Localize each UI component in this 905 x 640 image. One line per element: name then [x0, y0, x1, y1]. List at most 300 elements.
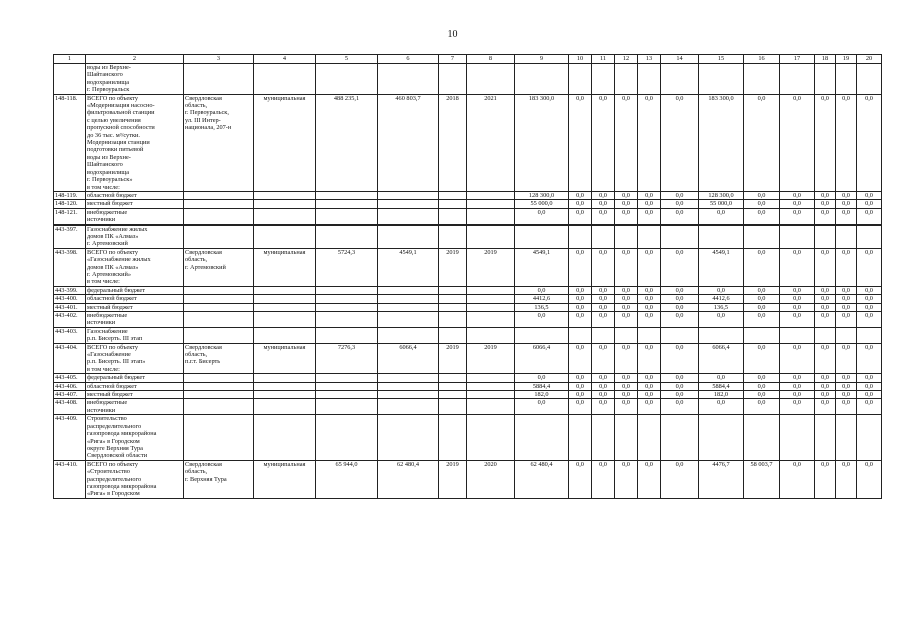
- cell-c20: [857, 225, 882, 249]
- cell-location: Свердловская область, г. Верхняя Тура: [184, 460, 254, 498]
- cell-year-amount: 5884,4: [699, 382, 744, 390]
- cell-start-year: [439, 391, 467, 399]
- cell-c18: 0,0: [815, 286, 836, 294]
- header-cell: 1: [54, 55, 86, 64]
- cell-year-amount: [699, 225, 744, 249]
- cell-c12: [615, 64, 638, 95]
- cell-row-id: 443-403.: [54, 327, 86, 343]
- cell-object-name: внебюджетные источники: [86, 399, 184, 415]
- cell-c11: 0,0: [592, 94, 615, 191]
- cell-remaining-cost: [378, 286, 439, 294]
- table-row: [54, 312, 882, 328]
- cell-ownership: [254, 374, 316, 382]
- cell-ownership: [254, 200, 316, 208]
- cell-ownership: [254, 415, 316, 460]
- cell-row-id: 443-404.: [54, 343, 86, 374]
- table-row: [54, 286, 882, 294]
- cell-c17: 0,0: [780, 312, 815, 328]
- cell-c19: [836, 64, 857, 95]
- cell-c13: [638, 225, 661, 249]
- cell-c16: 0,0: [744, 382, 780, 390]
- cell-row-id: 443-408.: [54, 399, 86, 415]
- cell-c11: 0,0: [592, 295, 615, 303]
- cell-c10: [569, 64, 592, 95]
- cell-c14: 0,0: [661, 303, 699, 311]
- cell-row-id: 443-409.: [54, 415, 86, 460]
- cell-estimated-cost: [316, 374, 378, 382]
- header-cell: 10: [569, 55, 592, 64]
- cell-location: [184, 327, 254, 343]
- cell-location: [184, 312, 254, 328]
- cell-object-name: Газоснабжение р.п. Бисерть. III этап: [86, 327, 184, 343]
- cell-c19: 0,0: [836, 343, 857, 374]
- cell-c16: 0,0: [744, 191, 780, 199]
- cell-row-id: 443-402.: [54, 312, 86, 328]
- cell-c17: 0,0: [780, 391, 815, 399]
- cell-c17: 0,0: [780, 94, 815, 191]
- cell-c16: 0,0: [744, 399, 780, 415]
- cell-location: [184, 374, 254, 382]
- cell-c11: [592, 64, 615, 95]
- cell-c11: 0,0: [592, 312, 615, 328]
- cell-c11: [592, 415, 615, 460]
- cell-ownership: [254, 382, 316, 390]
- cell-c11: 0,0: [592, 374, 615, 382]
- cell-c20: 0,0: [857, 208, 882, 224]
- cell-row-id: 443-398.: [54, 248, 86, 286]
- cell-c17: 0,0: [780, 460, 815, 498]
- cell-end-year: [467, 312, 515, 328]
- cell-c14: 0,0: [661, 312, 699, 328]
- cell-c11: 0,0: [592, 191, 615, 199]
- cell-location: [184, 64, 254, 95]
- cell-location: [184, 382, 254, 390]
- cell-c12: [615, 327, 638, 343]
- cell-c16: 0,0: [744, 303, 780, 311]
- cell-remaining-cost: [378, 225, 439, 249]
- header-cell: 8: [467, 55, 515, 64]
- header-cell: 18: [815, 55, 836, 64]
- cell-ownership: [254, 399, 316, 415]
- cell-row-id: [54, 64, 86, 95]
- cell-total-financing: 0,0: [515, 286, 569, 294]
- cell-c10: 0,0: [569, 374, 592, 382]
- table-row: [54, 248, 882, 286]
- cell-object-name: воды из Верхне- Шайтанского водохранилища г. Первоуральск: [86, 64, 184, 95]
- cell-c20: [857, 415, 882, 460]
- cell-location: Свердловская область, п.г.т. Бисерть: [184, 343, 254, 374]
- cell-c20: 0,0: [857, 94, 882, 191]
- cell-c13: [638, 327, 661, 343]
- cell-c18: 0,0: [815, 200, 836, 208]
- cell-total-financing: 4549,1: [515, 248, 569, 286]
- cell-year-amount: 183 300,0: [699, 94, 744, 191]
- cell-c16: 0,0: [744, 295, 780, 303]
- cell-c14: 0,0: [661, 248, 699, 286]
- header-cell: 2: [86, 55, 184, 64]
- header-cell: 3: [184, 55, 254, 64]
- cell-c13: [638, 415, 661, 460]
- cell-total-financing: 0,0: [515, 399, 569, 415]
- cell-location: [184, 225, 254, 249]
- cell-c20: 0,0: [857, 343, 882, 374]
- header-cell: 6: [378, 55, 439, 64]
- cell-c16: 0,0: [744, 208, 780, 224]
- cell-row-id: 443-399.: [54, 286, 86, 294]
- cell-end-year: [467, 225, 515, 249]
- cell-c10: 0,0: [569, 399, 592, 415]
- cell-c14: 0,0: [661, 391, 699, 399]
- cell-object-name: внебюджетные источники: [86, 312, 184, 328]
- page-number: 10: [447, 29, 458, 40]
- cell-ownership: муниципальная: [254, 343, 316, 374]
- cell-object-name: местный бюджет: [86, 303, 184, 311]
- cell-start-year: [439, 191, 467, 199]
- cell-start-year: [439, 374, 467, 382]
- cell-c16: 0,0: [744, 391, 780, 399]
- cell-end-year: [467, 208, 515, 224]
- cell-c13: 0,0: [638, 374, 661, 382]
- cell-c12: [615, 225, 638, 249]
- cell-remaining-cost: [378, 327, 439, 343]
- cell-c20: [857, 64, 882, 95]
- cell-end-year: [467, 415, 515, 460]
- cell-ownership: [254, 303, 316, 311]
- cell-start-year: [439, 327, 467, 343]
- cell-c12: 0,0: [615, 374, 638, 382]
- cell-c20: 0,0: [857, 191, 882, 199]
- cell-year-amount: [699, 327, 744, 343]
- cell-c11: 0,0: [592, 382, 615, 390]
- cell-c19: 0,0: [836, 391, 857, 399]
- cell-c16: [744, 327, 780, 343]
- cell-c13: 0,0: [638, 391, 661, 399]
- cell-c18: [815, 327, 836, 343]
- cell-c16: [744, 225, 780, 249]
- cell-remaining-cost: [378, 200, 439, 208]
- cell-total-financing: 0,0: [515, 208, 569, 224]
- cell-c18: 0,0: [815, 248, 836, 286]
- cell-estimated-cost: [316, 312, 378, 328]
- cell-start-year: [439, 415, 467, 460]
- cell-c11: 0,0: [592, 286, 615, 294]
- cell-c10: 0,0: [569, 312, 592, 328]
- cell-estimated-cost: [316, 64, 378, 95]
- cell-c16: 0,0: [744, 343, 780, 374]
- cell-end-year: [467, 374, 515, 382]
- cell-total-financing: [515, 327, 569, 343]
- table-row: [54, 64, 882, 95]
- cell-location: [184, 399, 254, 415]
- cell-c11: 0,0: [592, 248, 615, 286]
- cell-c17: [780, 64, 815, 95]
- cell-c10: 0,0: [569, 343, 592, 374]
- cell-ownership: [254, 208, 316, 224]
- cell-row-id: 443-397.: [54, 225, 86, 249]
- cell-c14: 0,0: [661, 94, 699, 191]
- cell-c19: [836, 225, 857, 249]
- cell-c11: 0,0: [592, 343, 615, 374]
- cell-c18: 0,0: [815, 391, 836, 399]
- cell-c17: 0,0: [780, 382, 815, 390]
- cell-total-financing: 0,0: [515, 374, 569, 382]
- cell-end-year: [467, 303, 515, 311]
- cell-object-name: федеральный бюджет: [86, 374, 184, 382]
- cell-c17: [780, 415, 815, 460]
- header-cell: 7: [439, 55, 467, 64]
- cell-estimated-cost: [316, 295, 378, 303]
- cell-c11: 0,0: [592, 460, 615, 498]
- cell-location: [184, 295, 254, 303]
- cell-object-name: Строительство распределительного газопровода микрорайона «Рига» в Городском округе Верхняя Тура Свердловской области: [86, 415, 184, 460]
- cell-c20: 0,0: [857, 295, 882, 303]
- cell-estimated-cost: [316, 327, 378, 343]
- cell-object-name: Газоснабжение жилых домов ПК «Алмаз» г. Артемовский: [86, 225, 184, 249]
- cell-location: [184, 191, 254, 199]
- cell-c18: 0,0: [815, 208, 836, 224]
- cell-location: [184, 415, 254, 460]
- cell-c18: 0,0: [815, 343, 836, 374]
- cell-row-id: 443-406.: [54, 382, 86, 390]
- cell-c13: 0,0: [638, 191, 661, 199]
- cell-c17: [780, 225, 815, 249]
- cell-object-name: ВСЕГО по объекту «Газоснабжение р.п. Бисерть. III этап» в том числе:: [86, 343, 184, 374]
- cell-end-year: 2020: [467, 460, 515, 498]
- cell-ownership: муниципальная: [254, 460, 316, 498]
- header-cell: 9: [515, 55, 569, 64]
- cell-c18: [815, 415, 836, 460]
- cell-estimated-cost: [316, 208, 378, 224]
- cell-total-financing: 182,0: [515, 391, 569, 399]
- cell-year-amount: 4412,6: [699, 295, 744, 303]
- cell-remaining-cost: [378, 208, 439, 224]
- cell-c13: 0,0: [638, 399, 661, 415]
- cell-remaining-cost: [378, 191, 439, 199]
- cell-c13: 0,0: [638, 460, 661, 498]
- cell-c10: 0,0: [569, 191, 592, 199]
- cell-c12: [615, 415, 638, 460]
- cell-c12: 0,0: [615, 303, 638, 311]
- cell-c13: 0,0: [638, 94, 661, 191]
- cell-start-year: [439, 382, 467, 390]
- cell-c18: 0,0: [815, 374, 836, 382]
- cell-c10: 0,0: [569, 208, 592, 224]
- header-cell: 11: [592, 55, 615, 64]
- cell-c20: [857, 327, 882, 343]
- cell-c11: [592, 225, 615, 249]
- cell-row-id: 148-120.: [54, 200, 86, 208]
- cell-c11: 0,0: [592, 208, 615, 224]
- cell-c10: 0,0: [569, 94, 592, 191]
- cell-c12: 0,0: [615, 286, 638, 294]
- cell-ownership: [254, 312, 316, 328]
- cell-c18: 0,0: [815, 191, 836, 199]
- header-cell: 4: [254, 55, 316, 64]
- cell-ownership: [254, 225, 316, 249]
- cell-c13: 0,0: [638, 312, 661, 328]
- cell-c11: 0,0: [592, 303, 615, 311]
- cell-c12: 0,0: [615, 399, 638, 415]
- header-cell: 20: [857, 55, 882, 64]
- cell-c18: 0,0: [815, 94, 836, 191]
- cell-estimated-cost: [316, 391, 378, 399]
- cell-c13: 0,0: [638, 343, 661, 374]
- cell-total-financing: 136,5: [515, 303, 569, 311]
- cell-c16: 0,0: [744, 374, 780, 382]
- cell-row-id: 443-407.: [54, 391, 86, 399]
- cell-c16: 58 003,7: [744, 460, 780, 498]
- cell-c13: 0,0: [638, 248, 661, 286]
- cell-c20: 0,0: [857, 312, 882, 328]
- cell-c19: 0,0: [836, 248, 857, 286]
- cell-object-name: областной бюджет: [86, 295, 184, 303]
- header-cell: 15: [699, 55, 744, 64]
- cell-start-year: 2019: [439, 460, 467, 498]
- cell-c20: 0,0: [857, 391, 882, 399]
- cell-c14: [661, 415, 699, 460]
- table-row: [54, 460, 882, 498]
- cell-c14: 0,0: [661, 286, 699, 294]
- cell-c11: 0,0: [592, 399, 615, 415]
- cell-c18: 0,0: [815, 303, 836, 311]
- cell-c12: 0,0: [615, 191, 638, 199]
- cell-c16: 0,0: [744, 200, 780, 208]
- cell-end-year: [467, 191, 515, 199]
- cell-end-year: [467, 286, 515, 294]
- cell-c18: [815, 225, 836, 249]
- cell-start-year: 2019: [439, 343, 467, 374]
- cell-c12: 0,0: [615, 94, 638, 191]
- cell-c13: [638, 64, 661, 95]
- cell-c14: 0,0: [661, 343, 699, 374]
- cell-year-amount: 4549,1: [699, 248, 744, 286]
- cell-c10: 0,0: [569, 200, 592, 208]
- cell-end-year: [467, 382, 515, 390]
- cell-c11: 0,0: [592, 200, 615, 208]
- cell-location: [184, 303, 254, 311]
- cell-c20: 0,0: [857, 303, 882, 311]
- cell-end-year: [467, 399, 515, 415]
- cell-c10: [569, 225, 592, 249]
- cell-remaining-cost: [378, 391, 439, 399]
- cell-start-year: [439, 295, 467, 303]
- cell-c19: 0,0: [836, 303, 857, 311]
- cell-c16: [744, 64, 780, 95]
- cell-ownership: [254, 191, 316, 199]
- cell-c14: [661, 327, 699, 343]
- cell-object-name: ВСЕГО по объекту «Строительство распределительного газопровода микрорайона «Рига» в Городском: [86, 460, 184, 498]
- cell-c17: 0,0: [780, 374, 815, 382]
- cell-row-id: 148-118.: [54, 94, 86, 191]
- cell-location: [184, 391, 254, 399]
- cell-c10: 0,0: [569, 303, 592, 311]
- cell-c16: [744, 415, 780, 460]
- cell-remaining-cost: 62 480,4: [378, 460, 439, 498]
- cell-end-year: [467, 64, 515, 95]
- cell-row-id: 443-405.: [54, 374, 86, 382]
- column-number-header: [54, 55, 882, 64]
- cell-c18: 0,0: [815, 460, 836, 498]
- cell-c20: 0,0: [857, 374, 882, 382]
- cell-estimated-cost: [316, 200, 378, 208]
- cell-ownership: [254, 64, 316, 95]
- table-row: [54, 399, 882, 415]
- cell-remaining-cost: 6066,4: [378, 343, 439, 374]
- cell-c12: 0,0: [615, 391, 638, 399]
- cell-row-id: 443-400.: [54, 295, 86, 303]
- header-cell: 16: [744, 55, 780, 64]
- cell-end-year: [467, 391, 515, 399]
- cell-c14: [661, 225, 699, 249]
- table-row: [54, 225, 882, 249]
- cell-ownership: [254, 295, 316, 303]
- header-cell: 14: [661, 55, 699, 64]
- cell-estimated-cost: 65 944,0: [316, 460, 378, 498]
- cell-c12: 0,0: [615, 200, 638, 208]
- cell-c10: 0,0: [569, 382, 592, 390]
- cell-c14: 0,0: [661, 200, 699, 208]
- cell-location: [184, 208, 254, 224]
- cell-object-name: федеральный бюджет: [86, 286, 184, 294]
- cell-c19: [836, 415, 857, 460]
- cell-start-year: [439, 200, 467, 208]
- cell-location: [184, 200, 254, 208]
- cell-c18: 0,0: [815, 312, 836, 328]
- table-row: [54, 391, 882, 399]
- cell-c14: 0,0: [661, 374, 699, 382]
- cell-total-financing: [515, 415, 569, 460]
- cell-c10: [569, 415, 592, 460]
- cell-c12: 0,0: [615, 248, 638, 286]
- cell-c16: 0,0: [744, 312, 780, 328]
- cell-c14: 0,0: [661, 208, 699, 224]
- cell-start-year: [439, 208, 467, 224]
- cell-remaining-cost: 460 803,7: [378, 94, 439, 191]
- cell-c19: 0,0: [836, 382, 857, 390]
- cell-year-amount: 4476,7: [699, 460, 744, 498]
- table-row: [54, 327, 882, 343]
- cell-start-year: [439, 225, 467, 249]
- header-cell: 5: [316, 55, 378, 64]
- cell-c14: 0,0: [661, 399, 699, 415]
- cell-year-amount: 0,0: [699, 208, 744, 224]
- cell-end-year: [467, 200, 515, 208]
- cell-year-amount: [699, 64, 744, 95]
- cell-total-financing: 183 300,0: [515, 94, 569, 191]
- cell-object-name: местный бюджет: [86, 391, 184, 399]
- cell-c19: 0,0: [836, 374, 857, 382]
- cell-estimated-cost: [316, 415, 378, 460]
- cell-c16: 0,0: [744, 94, 780, 191]
- cell-remaining-cost: [378, 312, 439, 328]
- cell-c20: 0,0: [857, 399, 882, 415]
- cell-year-amount: [699, 415, 744, 460]
- cell-estimated-cost: [316, 225, 378, 249]
- cell-remaining-cost: [378, 64, 439, 95]
- cell-estimated-cost: [316, 382, 378, 390]
- cell-c18: 0,0: [815, 399, 836, 415]
- cell-start-year: [439, 64, 467, 95]
- cell-total-financing: 6066,4: [515, 343, 569, 374]
- cell-c18: [815, 64, 836, 95]
- cell-total-financing: 5884,4: [515, 382, 569, 390]
- cell-c17: [780, 327, 815, 343]
- cell-year-amount: 182,0: [699, 391, 744, 399]
- cell-c17: 0,0: [780, 399, 815, 415]
- cell-c19: 0,0: [836, 312, 857, 328]
- cell-c14: 0,0: [661, 460, 699, 498]
- cell-c12: 0,0: [615, 343, 638, 374]
